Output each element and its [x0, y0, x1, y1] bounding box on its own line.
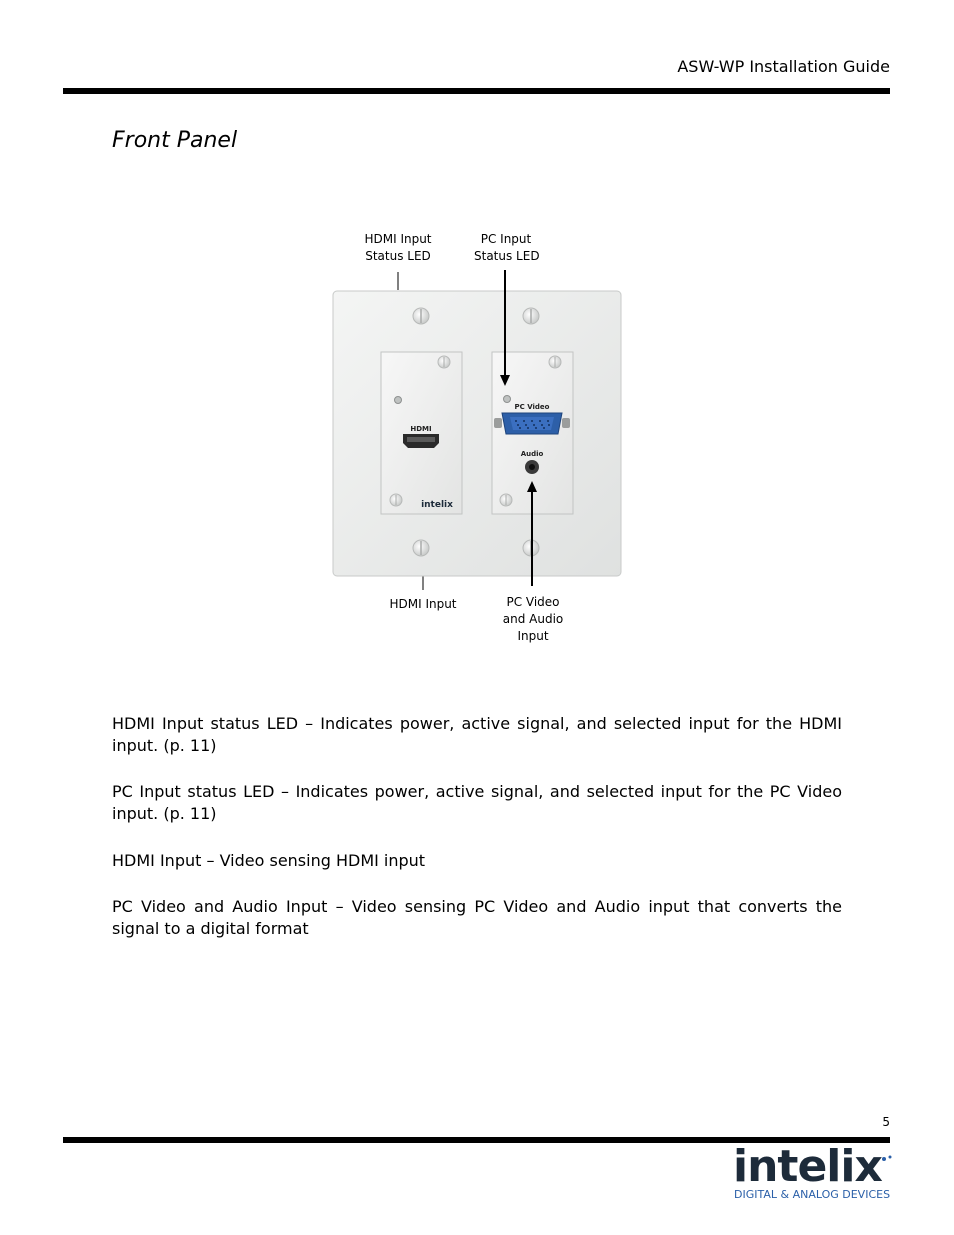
- plate-screw-icon: [523, 308, 539, 324]
- section-title: Front Panel: [112, 128, 238, 153]
- brand-dots-icon: [881, 1155, 893, 1163]
- insert-screw-icon: [438, 356, 450, 368]
- plate-screw-icon: [413, 308, 429, 324]
- callout-line: PC Video: [506, 595, 560, 609]
- audio-port-label: Audio: [520, 450, 544, 458]
- page-number: 5: [882, 1115, 890, 1129]
- description-hdmi-input: HDMI Input – Video sensing HDMI input: [112, 851, 426, 870]
- wall-plate: [333, 291, 621, 576]
- callout-line: HDMI Input: [389, 597, 457, 611]
- hdmi-port-icon: [403, 434, 439, 448]
- insert-screw-icon: [549, 356, 561, 368]
- hdmi-port-label: HDMI: [410, 425, 432, 433]
- insert-logo: intelix: [421, 500, 453, 510]
- description-pc-led: PC Input status LED – Indicates power, active signal, and selected input for the PC Video input. (p. 11): [112, 782, 842, 823]
- callout-line: and Audio: [502, 612, 564, 626]
- description-hdmi-led: HDMI Input status LED – Indicates power, active signal, and selected input for the HDMI input. (p. 11): [112, 714, 842, 755]
- running-header: ASW-WP Installation Guide: [677, 57, 890, 76]
- insert-screw-icon: [390, 494, 402, 506]
- audio-jack-icon: [525, 460, 539, 474]
- hdmi-insert: [381, 352, 462, 514]
- callout-line: HDMI Input: [364, 232, 432, 246]
- callout-line: Input: [517, 629, 549, 643]
- hdmi-status-led: [395, 397, 402, 404]
- callout-line: Status LED: [365, 249, 431, 263]
- brand-logo: [733, 1141, 893, 1205]
- vga-port-icon: [494, 413, 570, 434]
- brand-tagline: DIGITAL & ANALOG DEVICES: [734, 1188, 891, 1201]
- plate-screw-icon: [413, 540, 429, 556]
- insert-screw-icon: [500, 494, 512, 506]
- callout-line: Status LED: [474, 249, 540, 263]
- description-pc-av-input: PC Video and Audio Input – Video sensing PC Video and Audio input that converts the signal to a digital format: [112, 897, 842, 938]
- callout-line: PC Input: [480, 232, 532, 246]
- pc-status-led: [504, 396, 511, 403]
- pc-video-port-label: PC Video: [514, 403, 550, 411]
- brand-name: intelix: [733, 1141, 882, 1192]
